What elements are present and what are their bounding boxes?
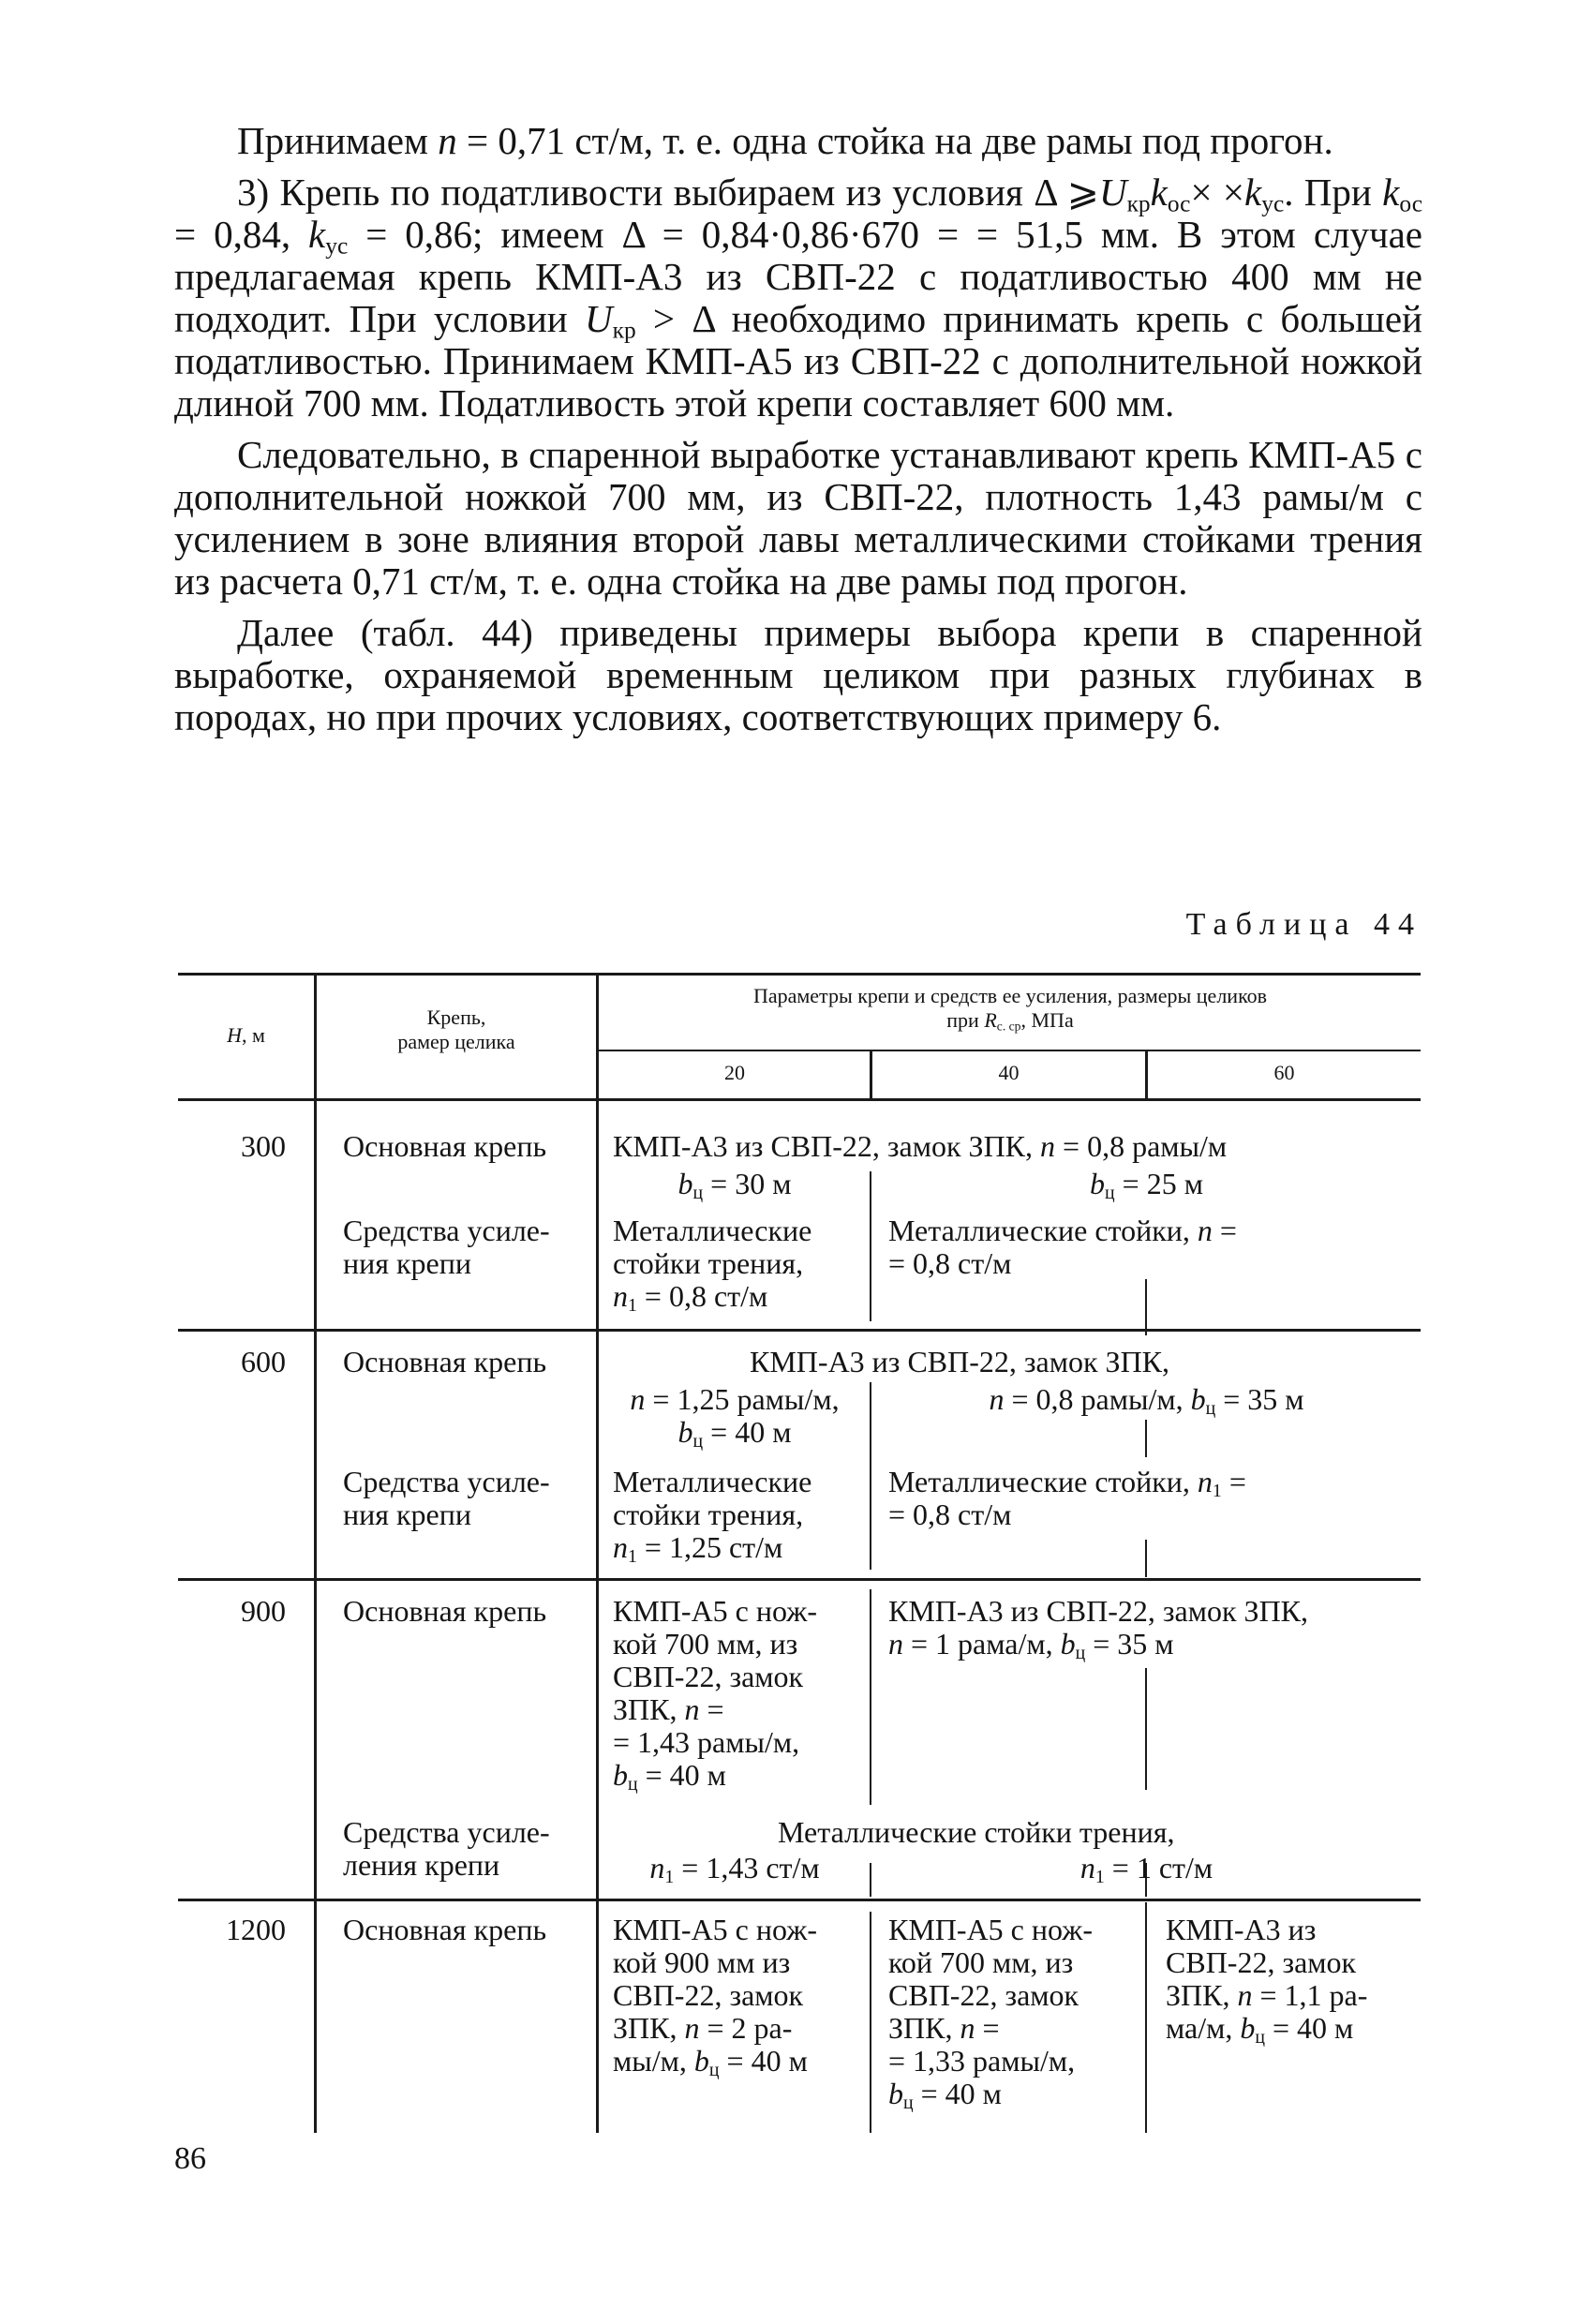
depth-300: 300 bbox=[241, 1129, 286, 1163]
row1200-main-40: КМП-А5 с нож- кой 700 мм, из СВП-22, замок ЗПК, n = = 1,33 рамы/м, $b_ц = 40$ м bbox=[888, 1913, 1093, 2113]
header-params: Параметры крепи и средств ее усиления, размеры целиков при $R_{с. ср}$, МПа bbox=[752, 984, 1268, 1034]
row900-reinf-label: Средства усиле- ления крепи bbox=[343, 1815, 550, 1882]
row300-reinf-20: Металлические стойки трения, $n_1 = 0,8$ ст/м bbox=[613, 1214, 812, 1316]
page-number: 86 bbox=[174, 2141, 206, 2176]
depth-1200: 1200 bbox=[226, 1913, 286, 1946]
row600-reinf-4060: Металлические стойки, $n_1$ = = 0,8 ст/м bbox=[888, 1465, 1246, 1531]
row300-main-all: КМП-А3 из СВП-22, замок ЗПК, n = 0,8 рамы/м bbox=[613, 1129, 1228, 1163]
header-support: Крепь, рамер целика bbox=[397, 1006, 515, 1053]
row900-main-20: КМП-А5 с нож- кой 700 мм, из СВП-22, замок ЗПК, n = = 1,43 рамы/м, $b_ц = 40$ м bbox=[613, 1594, 817, 1795]
row900-main-4060: КМП-А3 из СВП-22, замок ЗПК, n = 1 рама/м, $b_ц = 35$ м bbox=[888, 1594, 1309, 1663]
row600-main-all: КМП-А3 из СВП-22, замок ЗПК, bbox=[750, 1345, 1170, 1378]
row600-main-label: Основная крепь bbox=[343, 1345, 547, 1378]
row1200-divider-a bbox=[870, 1912, 871, 2133]
row600-reinf-20: Металлические стойки трения, $n_1 = 1,25$ ст/м bbox=[613, 1465, 812, 1567]
row300-reinf-label: Средства усиле- ния крепи bbox=[343, 1214, 550, 1280]
row900-reinf-all: Металлические стойки трения, bbox=[778, 1815, 1175, 1849]
row900-divider-b bbox=[1145, 1668, 1147, 1790]
body-text bbox=[174, 120, 1422, 748]
row900-main-label: Основная крепь bbox=[343, 1594, 547, 1628]
row300-main-label: Основная крепь bbox=[343, 1129, 547, 1163]
row1200-main-20: КМП-А5 с нож- кой 900 мм из СВП-22, замок ЗПК, n = 2 ра- мы/м, $b_ц = 40$ м bbox=[613, 1913, 817, 2080]
paragraph-1: Принимаем n = 0,71 ст/м, т. е. одна стойка на две рамы под прогон. bbox=[237, 119, 1333, 162]
row600-divider-c bbox=[1145, 1540, 1147, 1577]
row1200-main-label: Основная крепь bbox=[343, 1913, 547, 1946]
row-1200-rule bbox=[178, 1899, 1421, 1901]
header-r40: 40 bbox=[998, 1061, 1020, 1084]
row300-main-b20: $b_ц = 30$ м bbox=[677, 1167, 792, 1203]
table-top-rule bbox=[178, 973, 1421, 976]
row300-reinf-4060: Металлические стойки, n = = 0,8 ст/м bbox=[888, 1214, 1237, 1280]
header-r60: 60 bbox=[1273, 1061, 1295, 1084]
row900-reinf-4060: $n_1 = 1$ ст/м bbox=[1079, 1851, 1213, 1887]
row600-reinf-label: Средства усиле- ния крепи bbox=[343, 1465, 550, 1531]
row900-divider-c bbox=[870, 1863, 871, 1897]
header-r20: 20 bbox=[724, 1061, 745, 1084]
row1200-divider-b bbox=[1145, 1902, 1147, 2133]
depth-900: 900 bbox=[241, 1594, 286, 1628]
row600-main-20: n = 1,25 рамы/м, $b_ц = 40$ м bbox=[630, 1382, 840, 1452]
row1200-main-60: КМП-А3 из СВП-22, замок ЗПК, n = 1,1 ра- ма/м, $b_ц = 40$ м bbox=[1166, 1913, 1368, 2048]
paragraph-4: Далее (табл. 44) приведены примеры выбора крепи в спаренной выработке, охраняемой временным целиком при разных глубинах в породах, но при прочих условиях, соответствующих примеру 6. bbox=[174, 611, 1422, 738]
table-caption: Таблица 44 bbox=[1185, 907, 1422, 942]
header-bottom-rule bbox=[178, 1098, 1421, 1101]
col-divider-1 bbox=[314, 973, 317, 2133]
row900-divider-a bbox=[870, 1589, 871, 1805]
row300-divider-b bbox=[1145, 1279, 1147, 1335]
paragraph-3: Следовательно, в спаренной выработке устанавливают крепь КМП-А5 с дополнительной ножкой 700 мм, из СВП-22, плотность 1,43 рамы/м с усилением в зоне влияния второй лавы металлическими стойками трения из расчета 0,71 ст/м, т. е. одна стойка на две рамы под прогон. bbox=[174, 433, 1422, 603]
row-600-rule bbox=[178, 1329, 1421, 1332]
col-divider-2 bbox=[596, 973, 599, 2133]
header-depth: Н, м bbox=[227, 1023, 265, 1047]
row300-main-b4060: $b_ц = 25$ м bbox=[1090, 1167, 1203, 1203]
row600-divider-b bbox=[1145, 1420, 1147, 1457]
paragraph-2: 3) Крепь по податливости выбираем из условия Δ $⩾U_{кр}k_{ос}\times \times k_{ус}$. При $k_{ос} = 0,84$, $k_{ус} = 0,86$; имеем Δ = 0,84·0,86·670 = = 51,5 мм. В этом случае предлагаемая крепь КМП-А3 из СВП-22 с податливостью 400 мм не подходит. При условии $U_{кр} > \Delta$ необходимо принимать крепь с большей податливостью. Принимаем КМП-А5 из СВП-22 с дополнительной ножкой длиной 700 мм. Податливость этой крепи составляет 600 мм. bbox=[174, 171, 1423, 425]
depth-600: 600 bbox=[241, 1345, 286, 1378]
row-900-rule bbox=[178, 1578, 1421, 1581]
row600-divider-a bbox=[870, 1382, 871, 1570]
row300-divider-a bbox=[870, 1171, 871, 1321]
row900-reinf-20: $n_1 = 1,43$ ст/м bbox=[649, 1851, 820, 1887]
row600-main-4060: n = 0,8 рамы/м, $b_ц = 35$ м bbox=[989, 1382, 1304, 1419]
header-sub-rule bbox=[598, 1050, 1421, 1051]
